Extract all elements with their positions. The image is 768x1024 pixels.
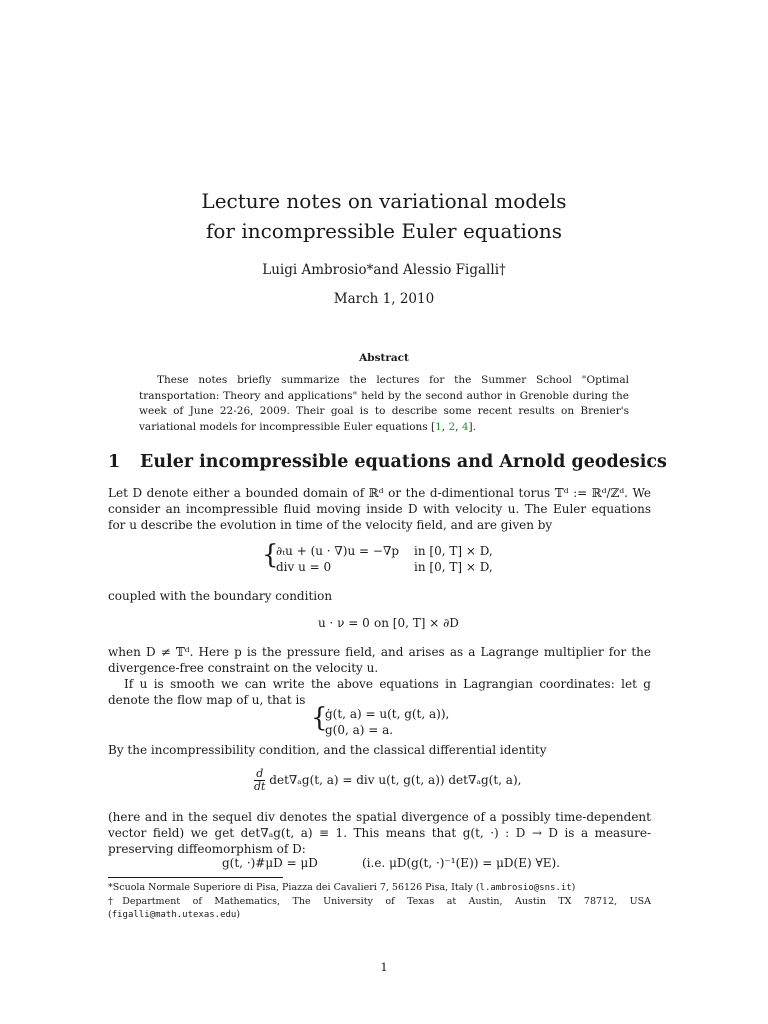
citation-1[interactable]: 1 (435, 420, 442, 433)
footnote-1-end: ) (571, 882, 576, 893)
abstract-heading: Abstract (359, 352, 409, 364)
flow-row-1: ġ(t, a) = u(t, g(t, a)), (325, 707, 450, 721)
page-number: 1 (380, 960, 388, 974)
paragraph-1-text: Let D denote either a bounded domain of ℝᵈ or the d-dimentional torus 𝕋ᵈ := ℝᵈ/ℤᵈ. We consider an incompressible fluid moving inside D with velocity u. The Euler equations for u describe the evolution in time of the velocity field, and are given by (108, 486, 651, 532)
measure-preserving-rhs: (i.e. μD(g(t, ·)⁻¹(E)) = μD(E) ∀E). (362, 856, 560, 870)
citation-2[interactable]: 2 (448, 420, 456, 433)
paragraph-2-text: coupled with the boundary condition (108, 589, 333, 603)
email-link-figalli[interactable]: figalli@math.utexas.edu (111, 910, 237, 920)
title-line-2: for incompressible Euler equations (205, 219, 563, 243)
paragraph-2 (108, 588, 651, 604)
footnote-2-text: †Department of Mathematics, The University of Texas at Austin, Austin TX 78712, USA ( (108, 896, 651, 920)
paragraph-1 (108, 485, 651, 533)
left-brace: { (262, 540, 279, 570)
fraction-denominator: dt (254, 780, 266, 793)
paragraph-4-text: If u is smooth we can write the above equations in Lagrangian coordinates: let g denote the flow map of u, that is (108, 677, 651, 707)
paragraph-3 (108, 644, 651, 676)
euler-row2-lhs: div u = 0 (276, 560, 332, 574)
derivative-fraction (254, 768, 265, 793)
boundary-condition-rhs: on [0, T] × ∂D (374, 616, 459, 630)
section-number: 1 (108, 452, 121, 472)
paragraph-5 (108, 742, 651, 758)
euler-row1-lhs: ∂ₜu + (u · ∇)u = −∇p (276, 544, 400, 558)
paragraph-4 (108, 676, 651, 708)
abstract-text: These notes briefly summarize the lectures for the Summer School "Optimal transportation: Theory and applications" held by the second author in Grenoble during the week of June 22-26, 2009. Their goal is to describe some recent results on Brenier's variational models for incompressible Euler equations [ (139, 374, 629, 433)
identity-rest: det∇ₐg(t, a) = div u(t, g(t, a)) det∇ₐg(t, a), (269, 773, 522, 787)
euler-row2-rhs: in [0, T] × D, (414, 560, 493, 574)
footnote-2 (108, 895, 651, 922)
footnote-1-text: *Scuola Normale Superiore di Pisa, Piazza dei Cavalieri 7, 56126 Pisa, Italy ( (108, 882, 480, 893)
email-link-ambrosio[interactable]: l.ambrosio@sns.it (479, 883, 572, 893)
title-line-1: Lecture notes on variational models (201, 189, 567, 213)
measure-preserving-lhs: g(t, ·)#μD = μD (222, 856, 318, 870)
abstract-end: ]. (468, 420, 476, 433)
fraction-numerator: d (256, 767, 264, 780)
section-title: Euler incompressible equations and Arnold geodesics (140, 452, 667, 472)
citation-4[interactable]: 4 (461, 420, 469, 433)
euler-row1-rhs: in [0, T] × D, (414, 544, 493, 558)
flow-row-2: g(0, a) = a. (325, 723, 394, 737)
paragraph-3-text: when D ≠ 𝕋ᵈ. Here p is the pressure field, and arises as a Lagrange multiplier for the divergence-free constraint on the velocity u. (108, 645, 651, 675)
date: March 1, 2010 (333, 291, 435, 307)
differential-identity (254, 768, 521, 793)
footnote-2-end: ) (236, 909, 241, 920)
authors: Luigi Ambrosio*and Alessio Figalli† (262, 262, 506, 278)
paragraph-6-text: (here and in the sequel div denotes the spatial divergence of a possibly time-dependent vector field) we get det∇ₐg(t, a) ≡ 1. This means that g(t, ·) : D → D is a measure-preserving diffeomorphism of D: (108, 810, 651, 856)
paper-title (0, 186, 768, 246)
boundary-condition-lhs: u · ν = 0 (318, 616, 370, 630)
section-heading (108, 452, 667, 472)
footnote-1 (108, 881, 651, 895)
left-brace: { (311, 703, 328, 733)
footnote-rule (108, 877, 283, 878)
paragraph-5-text: By the incompressibility condition, and the classical differential identity (108, 743, 547, 757)
paragraph-6 (108, 809, 651, 857)
abstract-body: These notes briefly summarize the lectures for the Summer School "Optimal transportation: Theory and applications" held by the second author in Grenoble during the week of June 22-26, 2009. Their goal is to describe some recent results on Brenier's variational models for incompressible Euler equations [1, 2, 4]. (139, 374, 629, 433)
